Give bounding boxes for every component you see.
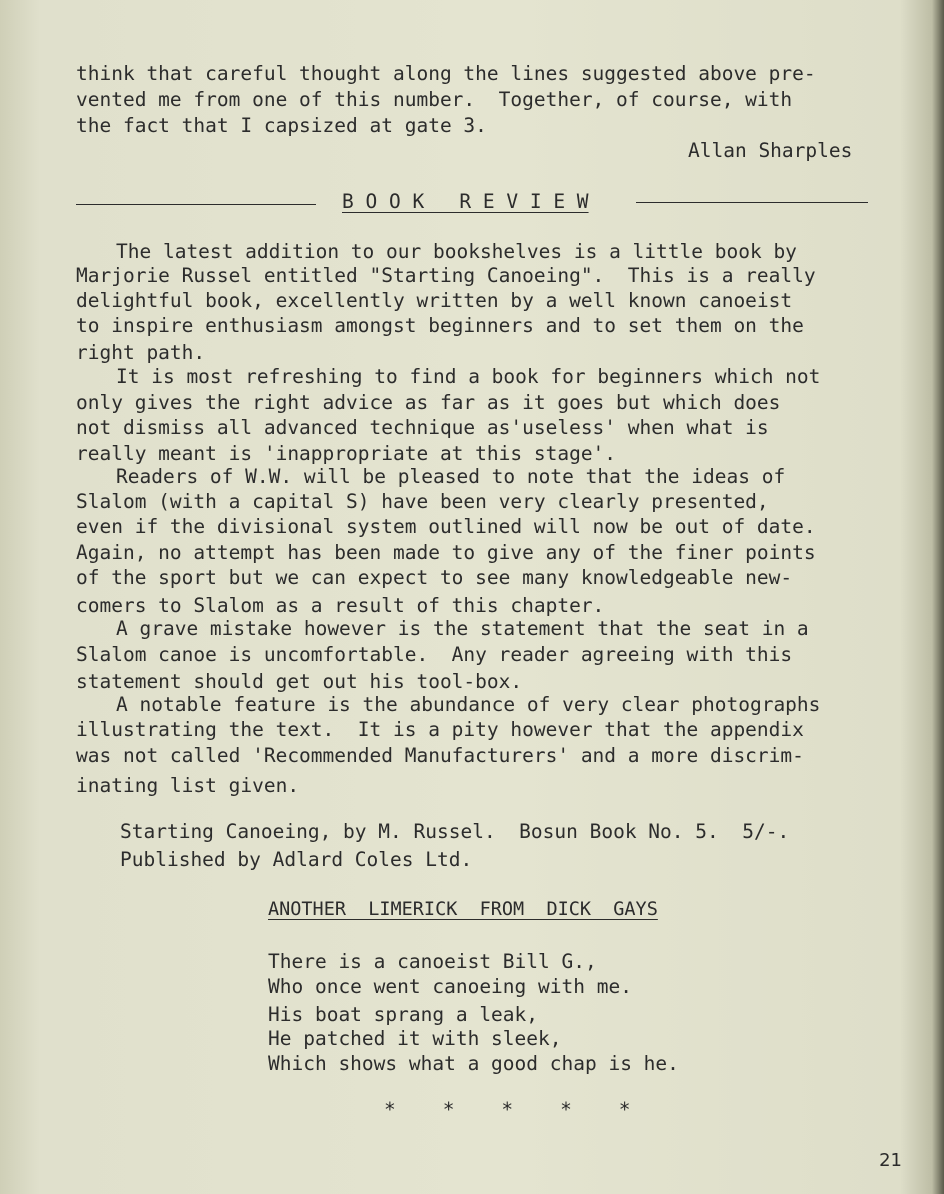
review-line: really meant is 'inappropriate at this stage'.: [76, 442, 617, 465]
review-line: Again, no attempt has been made to give any of the finer points: [76, 541, 816, 564]
review-line: The latest addition to our bookshelves is a little book by: [116, 240, 797, 263]
page-number: 21: [879, 1150, 902, 1171]
heading-rule-left: [76, 204, 316, 205]
intro-line: the fact that I capsized at gate 3.: [76, 114, 487, 137]
review-line: even if the divisional system outlined will now be out of date.: [76, 515, 816, 538]
author-signature: Allan Sharples: [688, 139, 853, 162]
review-line: right path.: [76, 341, 206, 364]
limerick-line: Which shows what a good chap is he.: [268, 1052, 679, 1075]
review-line: A grave mistake however is the statement that the seat in a: [116, 617, 809, 640]
review-line: statement should get out his tool-box.: [76, 670, 523, 693]
review-line: not dismiss all advanced technique as'useless' when what is: [76, 416, 769, 439]
review-line: to inspire enthusiasm amongst beginners and to set them on the: [76, 314, 804, 337]
review-line: comers to Slalom as a result of this chapter.: [76, 594, 605, 617]
review-line: Slalom canoe is uncomfortable. Any reader agreeing with this: [76, 643, 793, 666]
intro-line: think that careful thought along the lines suggested above pre-: [76, 62, 816, 85]
review-line: only gives the right advice as far as it goes but which does: [76, 391, 781, 414]
section-separator-stars: * * * * *: [384, 1098, 631, 1121]
limerick-heading: ANOTHER LIMERICK FROM DICK GAYS: [268, 899, 658, 920]
limerick-line: He patched it with sleek,: [268, 1027, 562, 1050]
review-line: was not called 'Recommended Manufacturers' and a more discrim-: [76, 744, 804, 767]
review-line: Slalom (with a capital S) have been very clearly presented,: [76, 490, 769, 513]
review-line: Marjorie Russel entitled "Starting Canoeing". This is a really: [76, 264, 816, 287]
intro-line: vented me from one of this number. Together, of course, with: [76, 88, 793, 111]
review-line: delightful book, excellently written by a well known canoeist: [76, 289, 793, 312]
heading-rule-right: [636, 202, 868, 203]
book-citation: Starting Canoeing, by M. Russel. Bosun Book No. 5. 5/-.: [120, 820, 790, 843]
review-line: illustrating the text. It is a pity however that the appendix: [76, 718, 804, 741]
review-line: of the sport but we can expect to see many knowledgeable new-: [76, 566, 793, 589]
book-review-heading: B O O K R E V I E W: [342, 190, 589, 213]
limerick-line: There is a canoeist Bill G.,: [268, 950, 597, 973]
review-line: inating list given.: [76, 774, 300, 797]
review-line: It is most refreshing to find a book for beginners which not: [116, 365, 821, 388]
book-citation: Published by Adlard Coles Ltd.: [120, 848, 473, 871]
review-line: Readers of W.W. will be pleased to note that the ideas of: [116, 465, 786, 488]
limerick-line: His boat sprang a leak,: [268, 1003, 539, 1026]
review-line: A notable feature is the abundance of very clear photographs: [116, 693, 821, 716]
limerick-line: Who once went canoeing with me.: [268, 975, 632, 998]
